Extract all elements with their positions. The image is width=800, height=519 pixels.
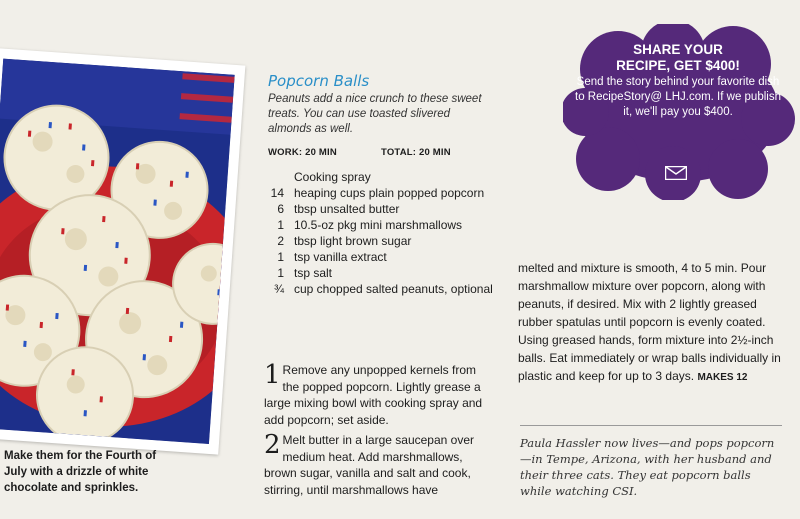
recipe-step-2 bbox=[264, 432, 484, 498]
ingredient-qty: 14 bbox=[270, 186, 284, 200]
ingredient-row bbox=[262, 185, 502, 201]
total-time: TOTAL: 20 MIN bbox=[381, 147, 451, 158]
ingredient-item: tbsp unsalted butter bbox=[294, 202, 400, 216]
ingredient-row bbox=[262, 169, 502, 185]
promo-headline-2: RECIPE, GET $400! bbox=[616, 58, 740, 73]
recipe-times bbox=[268, 147, 468, 158]
envelope-icon bbox=[665, 166, 687, 180]
recipe-photo-frame bbox=[0, 48, 245, 455]
promo-text bbox=[575, 42, 781, 120]
popcorn-balls-photo bbox=[0, 59, 235, 444]
ingredient-item: Cooking spray bbox=[294, 170, 371, 184]
ingredient-item: tbsp light brown sugar bbox=[294, 234, 412, 248]
ingredient-qty: 1 bbox=[277, 218, 284, 232]
work-time: WORK: 20 MIN bbox=[268, 147, 337, 158]
step-continued-text: melted and mixture is smooth, 4 to 5 min. Pour marshmallow mixture over popcorn, along with peanuts, if desired. Mix with 2 lightly greased rubber spatulas until popcorn is evenly coated. Using greased hands, form mixture into 2½-inch balls. Eat immediately or wrap balls individually in plastic and keep for up to 3 days. bbox=[518, 261, 781, 383]
author-bio: Paula Hassler now lives—and pops popcorn—in Tempe, Arizona, with her husband and their three cats. They eat popcorn balls while watching CSI. bbox=[520, 436, 775, 498]
ingredient-item: cup chopped salted peanuts, optional bbox=[294, 282, 493, 296]
recipe-intro: Peanuts add a nice crunch to these sweet treats. You can use toasted slivered almonds as well. bbox=[268, 93, 482, 135]
ingredient-row bbox=[262, 249, 502, 265]
ingredient-qty bbox=[262, 169, 294, 185]
step-number: 2 bbox=[264, 430, 281, 460]
step-text: Remove any unpopped kernels from the popped popcorn. Lightly grease a large mixing bowl with cooking spray and add popcorn; set aside. bbox=[264, 363, 483, 427]
step-number: 1 bbox=[264, 360, 281, 390]
ingredient-row bbox=[262, 233, 502, 249]
recipe-title: Popcorn Balls bbox=[268, 72, 370, 90]
divider bbox=[520, 425, 782, 426]
ingredient-row bbox=[262, 201, 502, 217]
ingredient-qty: 6 bbox=[277, 202, 284, 216]
ingredient-row bbox=[262, 217, 502, 233]
ingredient-qty: ¾ bbox=[273, 282, 284, 296]
promo-body: Send the story behind your favorite dish to RecipeStory@ LHJ.com. If we publish it, we'll pay you $400. bbox=[575, 76, 781, 118]
step-continued bbox=[518, 259, 788, 387]
ingredient-item: 10.5-oz pkg mini marshmallows bbox=[294, 218, 463, 232]
ingredient-row bbox=[262, 281, 502, 297]
recipe-step-1 bbox=[264, 362, 484, 428]
promo-headline-1: SHARE YOUR bbox=[633, 42, 723, 57]
ingredient-qty: 1 bbox=[277, 266, 284, 280]
ingredient-item: heaping cups plain popped popcorn bbox=[294, 186, 485, 200]
photo-caption: Make them for the Fourth of July with a drizzle of white chocolate and sprinkles. bbox=[4, 450, 157, 494]
ingredient-qty: 2 bbox=[277, 234, 284, 248]
ingredient-item: tsp vanilla extract bbox=[294, 250, 387, 264]
yield-label: MAKES 12 bbox=[697, 372, 748, 383]
ingredient-row bbox=[262, 265, 502, 281]
ingredients-list bbox=[262, 169, 502, 297]
step-text: Melt butter in a large saucepan over medium heat. Add marshmallows, brown sugar, vanilla and salt and cook, stirring, until marshmallows have bbox=[264, 433, 474, 497]
ingredient-item: tsp salt bbox=[294, 266, 333, 280]
popcorn-balls-image bbox=[0, 59, 235, 444]
ingredient-qty: 1 bbox=[277, 250, 284, 264]
